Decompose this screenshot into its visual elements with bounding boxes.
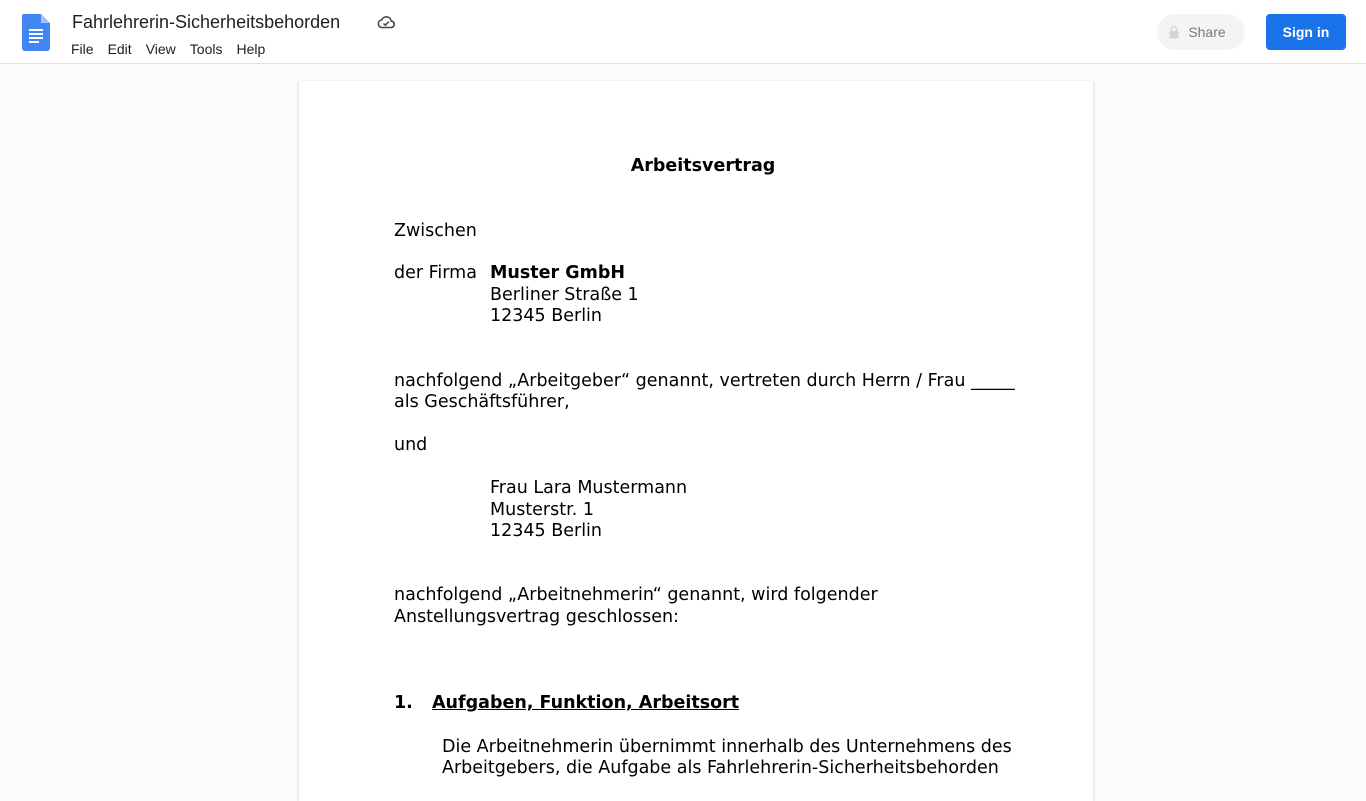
- employee-city: 12345 Berlin: [490, 521, 603, 541]
- employer-note-line-2: als Geschäftsführer,: [394, 392, 570, 412]
- section-1-paragraph-line-1: Die Arbeitnehmerin übernimmt innerhalb des Unternehmens des: [442, 737, 1012, 757]
- app-header: [0, 0, 1366, 64]
- sign-in-button[interactable]: Sign in: [1266, 14, 1346, 50]
- menu-edit[interactable]: Edit: [107, 41, 132, 57]
- document-page[interactable]: [299, 81, 1093, 801]
- menu-help[interactable]: Help: [236, 41, 266, 57]
- section-1-number: 1.: [394, 693, 413, 713]
- menu-bar: [64, 38, 272, 60]
- menu-tools[interactable]: Tools: [189, 41, 223, 57]
- employer-note-line-1: nachfolgend „Arbeitgeber“ genannt, vertreten durch Herrn / Frau _____: [394, 371, 1015, 391]
- menu-view[interactable]: View: [145, 41, 176, 57]
- employer-name: Muster GmbH: [490, 263, 626, 283]
- employer-street: Berliner Straße 1: [490, 285, 639, 305]
- and-text: und: [394, 435, 428, 455]
- lock-icon: [1169, 25, 1179, 39]
- employee-note-line-1: nachfolgend „Arbeitnehmerin“ genannt, wird folgender: [394, 585, 878, 605]
- employer-city: 12345 Berlin: [490, 306, 603, 326]
- share-button[interactable]: [1157, 14, 1245, 50]
- employer-prefix: der Firma: [394, 263, 477, 283]
- section-1-heading: Aufgaben, Funktion, Arbeitsort: [432, 693, 740, 713]
- cloud-saved-icon[interactable]: [376, 13, 396, 31]
- menu-file[interactable]: File: [71, 41, 94, 57]
- employee-name: Frau Lara Mustermann: [490, 478, 688, 498]
- google-docs-icon[interactable]: [22, 14, 50, 51]
- document-title[interactable]: Fahrlehrerin-Sicherheitsbehorden: [72, 12, 341, 32]
- document-heading: Arbeitsvertrag: [630, 156, 776, 176]
- share-button-label: Share: [1188, 24, 1226, 40]
- employee-note-line-2: Anstellungsvertrag geschlossen:: [394, 607, 679, 627]
- section-1-paragraph-line-2: Arbeitgebers, die Aufgabe als Fahrlehrerin-Sicherheitsbehorden: [442, 758, 999, 778]
- employee-street: Musterstr. 1: [490, 500, 594, 520]
- between-text: Zwischen: [394, 221, 477, 241]
